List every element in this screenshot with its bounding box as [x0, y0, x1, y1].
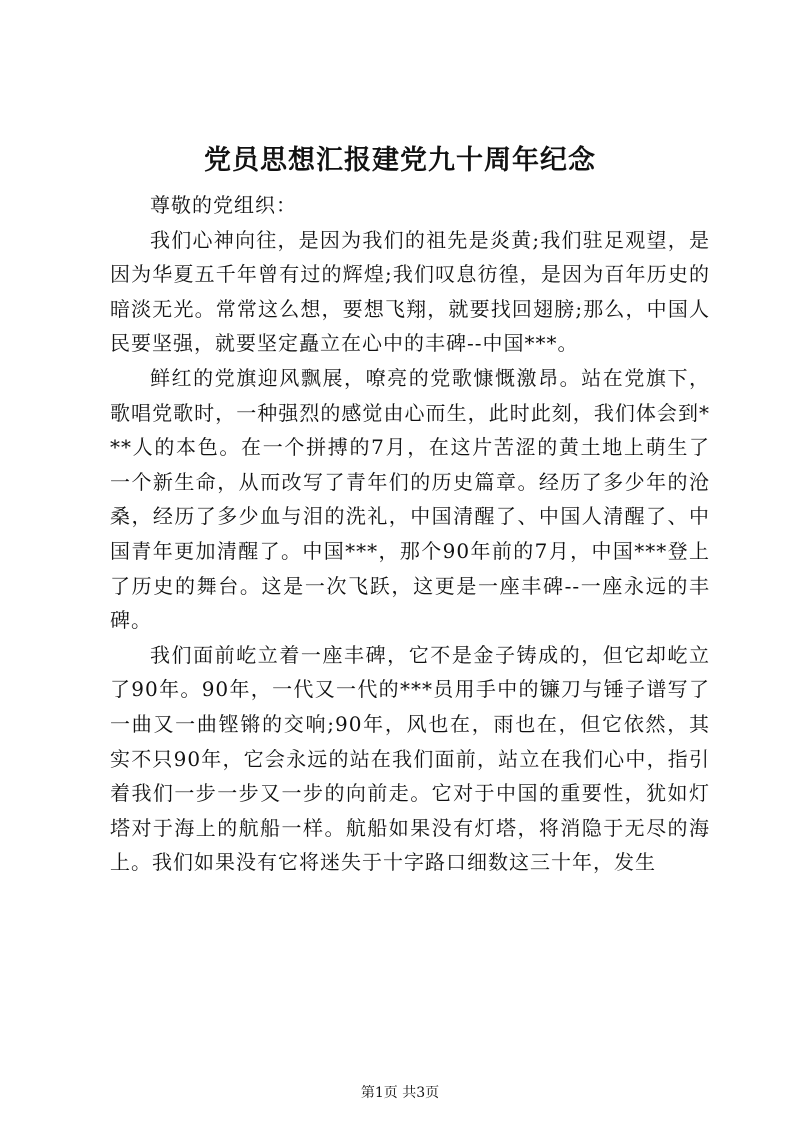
- paragraph-1: 我们心神向往，是因为我们的祖先是炎黄;我们驻足观望，是因为华夏五千年曾有过的辉煌;我们叹息彷徨，是因为百年历史的暗淡无光。常常这么想，要想飞翔，就要找回翅膀;那么，中国人民要坚强，就要坚定矗立在心中的丰碑--中国***。: [110, 227, 710, 356]
- page-footer: 第1页 共3页: [360, 1085, 440, 1101]
- paragraph-3: 我们面前屹立着一座丰碑，它不是金子铸成的，但它却屹立了90年。90年，一代又一代的***员用手中的镰刀与锤子谱写了一曲又一曲铿锵的交响;90年，风也在，雨也在，但它依然，其实不只90年，它会永远的站在我们面前，站立在我们心中，指引着我们一步一步又一步的向前走。它对于中国的重要性，犹如灯塔对于海上的航船一样。航船如果没有灯塔，将消隐于无尽的海上。我们如果没有它将迷失于十字路口细数这三十年，发生: [110, 642, 710, 875]
- document-body: [110, 188, 710, 880]
- salutation: 尊敬的党组织：: [150, 193, 297, 217]
- document-title: 党员思想汇报建党九十周年纪念: [204, 145, 596, 176]
- paragraph-2: 鲜红的党旗迎风飘展，嘹亮的党歌慷慨激昂。站在党旗下，歌唱党歌时，一种强烈的感觉由心而生，此时此刻，我们体会到***人的本色。在一个拼搏的7月，在这片苦涩的黄土地上萌生了一个新生命，从而改写了青年们的历史篇章。经历了多少年的沧桑，经历了多少血与泪的洗礼，中国清醒了、中国人清醒了、中国青年更加清醒了。中国***，那个90年前的7月，中国***登上了历史的舞台。这是一次飞跃，这更是一座丰碑--一座永远的丰碑。: [110, 365, 710, 633]
